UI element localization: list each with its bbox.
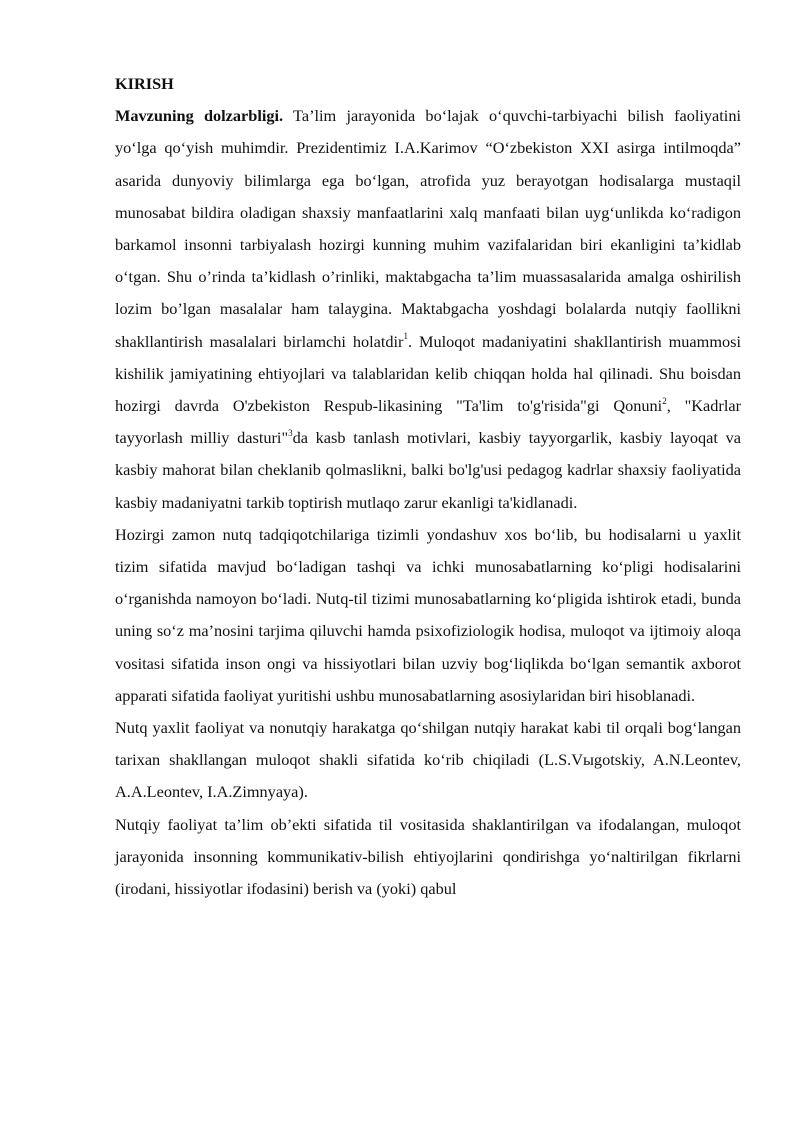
paragraph-relevance xyxy=(115,100,741,519)
document-page xyxy=(115,68,741,905)
paragraph-text: . Muloqot madaniyatini shakllantirish muammosi kishilik jamiyatining ehtiyojlari va talablaridan kelib chiqqan holda hal qilinadi. Shu boisdan hozirgi davrda O'zbekiston Respub-likasining "Ta'lim to'g'risida"gi Qonuni xyxy=(115,331,741,416)
paragraph-speech-object: Nutqiy faoliyat ta’lim ob’ekti sifatida til vositasida shaklantirilgan va ifodalangan, muloqot jarayonida insonning kommunikativ-bilish ehtiyojlarini qondirishga yo‘naltirilgan fikrlarni (irodani, hissiyotlar ifodasini) berish va (yoki) qabul xyxy=(115,814,741,899)
footnote-ref-2: 2 xyxy=(662,395,667,406)
section-heading: KIRISH xyxy=(115,74,174,93)
footnote-ref-1: 1 xyxy=(403,331,408,342)
paragraph-text: , "Kadrlar tayyorlash milliy dasturi" xyxy=(115,396,742,448)
footnote-ref-3: 3 xyxy=(288,427,293,438)
paragraph-lead: Mavzuning dolzarbligi. xyxy=(115,106,284,126)
paragraph-text: da kasb tanlash motivlari, kasbiy tayyorgarlik, kasbiy layoqat va kasbiy mahorat bilan cheklanib qolmaslikni, balki bo'lg'usi pedagog kadrlar shaxsiy faoliyatida kasbiy madaniyatni tarkib toptirish mutlaqo zarur ekanligi ta'kidlanadi. xyxy=(115,428,741,512)
paragraph-system-approach: Hozirgi zamon nutq tadqiqotchilariga tizimli yondashuv xos bo‘lib, bu hodisalarni u yaxlit tizim sifatida mavjud bo‘ladigan tashqi va ichki munosabatlarning ko‘pligi hodisalarini o‘rganishda namoyon bo‘ladi. Nutq-til tizimi munosabatlarning ko‘pligida ishtirok etadi, bunda uning so‘z ma’nosini tarjima qiluvchi hamda psixofiziologik hodisa, muloqot va ijtimoiy aloqa vositasi sifatida inson ongi va hissiyotlari bilan uzviy bog‘liqlikda bo‘lgan semantik axborot apparati sifatida faoliyat yuritishi ushbu munosabatlarning asosiylaridan biri hisoblanadi. xyxy=(115,524,741,705)
paragraph-text: Ta’lim jarayonida bo‘lajak o‘quvchi-tarbiyachi bilish faoliyatini yo‘lga qo‘yish muhimdir. Prezidentimiz I.A.Karimov “O‘zbekiston XXI asirga intilmoqda” asarida dunyoviy bilimlarga ega bo‘lgan, atrofida yuz berayotgan hodisalarga mustaqil munosabat bildira oladigan shaxsiy manfaatlarini xalq manfaati bilan uyg‘unlikda ko‘radigon barkamol insonni tarbiyalash hozirgi kunning muhim vazifalaridan biri ekanligini ta’kidlab o‘tgan. Shu o’rinda ta’kidlash o’rinliki, maktabgacha ta’lim muassasalarida amalga oshirilish lozim bo’lgan masalalar ham talaygina. Maktabgacha yoshdagi bolalarda nutqiy faollikni shakllantirish masalalari birlamchi holatdir xyxy=(115,106,741,351)
paragraph-speech-activity: Nutq yaxlit faoliyat va nonutqiy harakatga qo‘shilgan nutqiy harakat kabi til orqali bog‘langan tarixan shakllangan muloqot shakli sifatida ko‘rib chiqiladi (L.S.Vыgotskiy, A.N.Leontev, A.A.Leontev, I.A.Zimnyaya). xyxy=(115,718,741,802)
